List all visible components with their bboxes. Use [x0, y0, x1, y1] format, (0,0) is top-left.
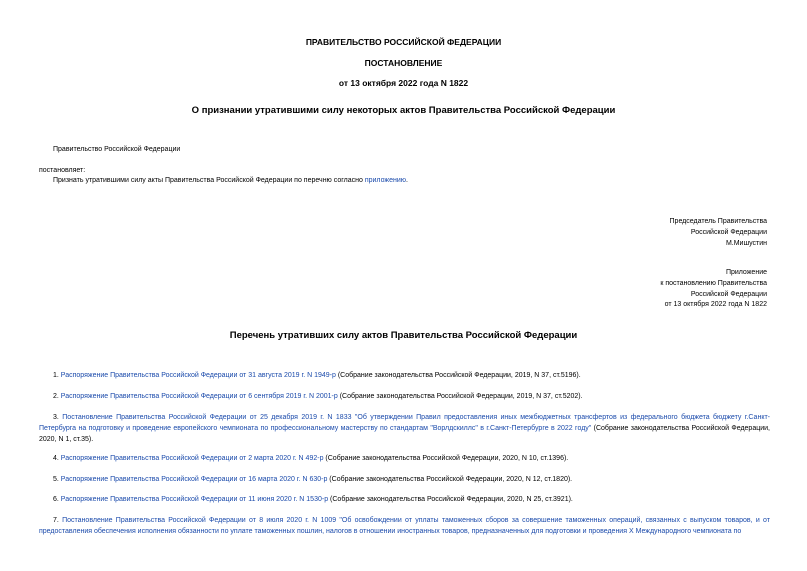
signature-country: Российской Федерации [690, 228, 767, 236]
doc-type-heading: ПОСТАНОВЛЕНИЕ [364, 58, 443, 68]
appendix-date: от 13 октября 2022 года N 1822 [664, 301, 767, 309]
item-number: 6. [53, 496, 61, 503]
list-item [39, 475, 770, 486]
item-link[interactable]: Распоряжение Правительства Российской Федерации от 16 марта 2020 г. N 630-р [60, 476, 328, 483]
item-number: 7. [53, 517, 63, 524]
appendix-reference [660, 268, 767, 311]
list-title: Перечень утративших силу актов Правительства Российской Федерации [229, 330, 578, 341]
signature-name: М.Мишустин [725, 239, 767, 247]
item-number: 5. [53, 476, 61, 483]
item-link[interactable]: Распоряжение Правительства Российской Федерации от 2 марта 2020 г. N 492-р [60, 455, 324, 462]
list-item [39, 371, 770, 382]
list-item [39, 454, 770, 465]
signature-position: Председатель Правительства [669, 218, 767, 225]
item-text: (Собрание законодательства Российской Федерации, 2019, N 37, ст.5196). [335, 372, 581, 379]
item-text: (Собрание законодательства Российской Федерации, 2019, N 37, ст.5202). [337, 393, 583, 400]
item-text: (Собрание законодательства Российской Федерации, 2020, N 1, ст.35). [39, 424, 770, 443]
item-number: 2. [53, 393, 61, 400]
item-link[interactable]: Распоряжение Правительства Российской Федерации от 31 августа 2019 г. N 1949-р [60, 372, 336, 379]
item-text: (Собрание законодательства Российской Федерации, 2020, N 25, ст.3921). [328, 496, 573, 503]
signature-block [670, 217, 767, 249]
item-link[interactable]: Постановление Правительства Российской Федерации от 8 июля 2020 г. N 1009 "Об освобождении от уплаты таможенных сборов за совершение таможенных операций, связанных с выпуском товаров, и от предоставления обеспечения исполнения обязанности по уплате таможенных пошлин, налогов в отношении иностранных товаров, предназначенных для подготовки и проведения X Международного чемпионата по [39, 517, 770, 535]
list-item [39, 392, 770, 403]
government-line: Правительство Российской Федерации [53, 146, 181, 153]
list-item [39, 413, 770, 445]
item-link[interactable]: Распоряжение Правительства Российской Федерации от 6 сентября 2019 г. N 2001-р [60, 393, 338, 400]
item-number: 3. [53, 414, 63, 421]
appendix-country: Российской Федерации [690, 290, 767, 298]
appendix-label: Приложение [725, 269, 767, 276]
list-item [39, 516, 770, 538]
resolves-line: постановляет: [39, 167, 86, 174]
item-text: (Собрание законодательства Российской Федерации, 2020, N 10, ст.1396). [323, 455, 569, 462]
decision-text: Признать утратившими силу акты Правительства Российской Федерации по перечню согласно [53, 177, 365, 184]
item-number: 1. [53, 372, 61, 379]
appendix-link[interactable]: приложению [364, 177, 406, 184]
appendix-to-resolution: к постановлению Правительства [660, 279, 767, 287]
item-text: (Собрание законодательства Российской Федерации, 2020, N 12, ст.1820). [327, 476, 573, 483]
item-number: 4. [53, 455, 61, 462]
org-heading: ПРАВИТЕЛЬСТВО РОССИЙСКОЙ ФЕДЕРАЦИИ [305, 37, 502, 47]
decision-end: . [406, 177, 408, 184]
decision-line [53, 177, 408, 184]
document-title: О признании утратившими силу некоторых актов Правительства Российской Федерации [191, 105, 616, 116]
date-number-heading: от 13 октября 2022 года N 1822 [338, 78, 469, 88]
list-item [39, 495, 770, 506]
item-link[interactable]: Постановление Правительства Российской Федерации от 25 декабря 2019 г. N 1833 "Об утверждении Правил предоставления иных межбюджетных трансфертов из федерального бюджета бюджету г.Санкт-Петербурга на подготовку и проведение европейского чемпионата по профессиональному мастерству по стандартам "Ворлдскиллс" в г.Санкт-Петербурге в 2022 году" [39, 414, 770, 432]
item-link[interactable]: Распоряжение Правительства Российской Федерации от 11 июня 2020 г. N 1530-р [60, 496, 329, 503]
